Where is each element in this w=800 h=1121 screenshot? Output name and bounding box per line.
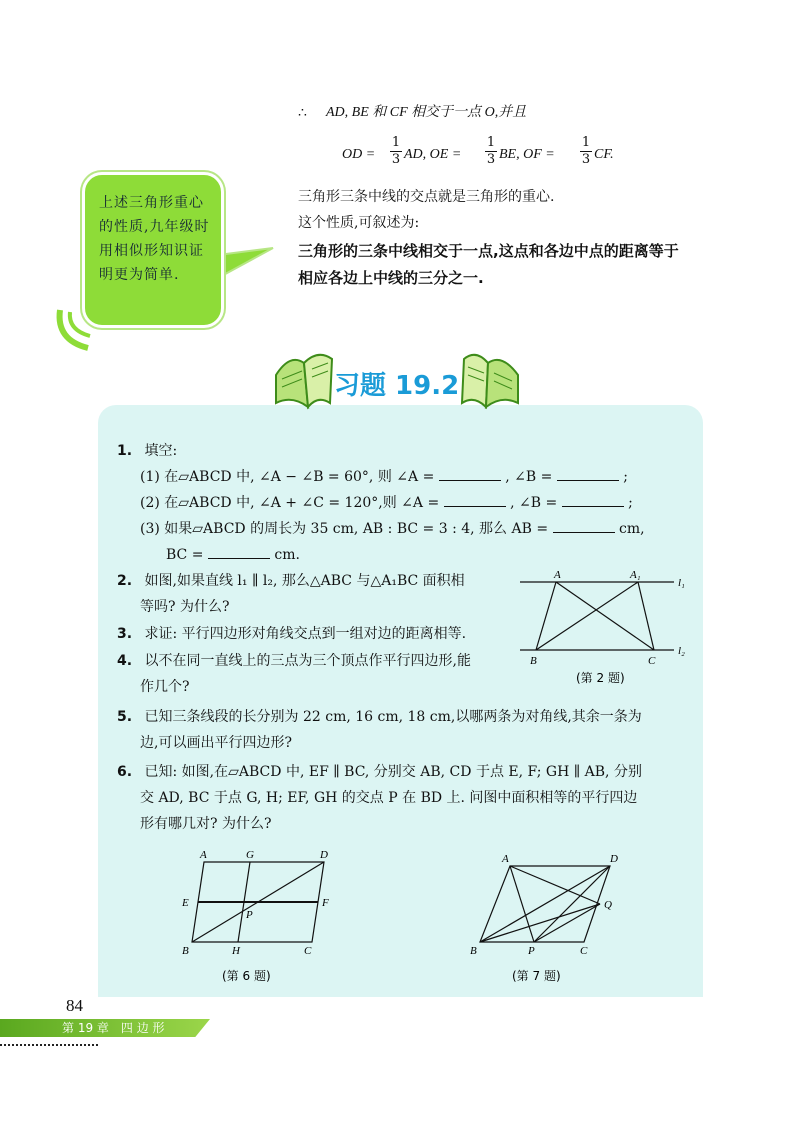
exercise-6-line3: 形有哪几对? 为什么? [140,816,272,832]
open-book-icon-right [456,345,526,415]
section-title: 习题 19.2 [334,371,460,401]
fig7-caption: (第 7 题) [512,969,561,983]
note-bubble [82,172,224,328]
fig2-label-a1: A₁ [630,569,641,581]
blank-bc[interactable] [208,544,270,559]
eq-part-of: BE, OF = [499,147,555,162]
page-number: 84 [66,996,83,1015]
eq-part-oe: AD, OE = [404,147,462,162]
exercise-5-line2: 边,可以画出平行四边形? [140,735,292,751]
exercise-1 [117,441,177,461]
exercise-1-part-3-bc: BC = [166,547,204,563]
fig6-label-p: P [246,909,253,921]
bubble-tail [218,248,273,278]
segment-a1c [638,582,654,650]
fraction-2-den: 3 [486,152,496,167]
exercise-1-part-3-end2: cm. [274,547,300,563]
exercise-1-part-2 [140,492,633,513]
exercise-4-line1: 以不在同一直线上的三点为三个顶点作平行四边形,能 [144,653,471,669]
fig2-label-a: A [554,569,561,581]
exercise-1-part-2-end: ; [628,495,633,511]
segment-ac [556,582,654,650]
segment-ap [510,866,534,942]
exercise-6-line2: 交 AD, BC 于点 G, H; EF, GH 的交点 P 在 BD 上. 问图中面积相等的平行四边 [140,790,638,806]
fig7-label-a: A [502,853,509,865]
exercise-6-number: 6. [117,764,133,780]
fig6-label-b: B [182,945,189,957]
blank-angle-b-2[interactable] [562,492,624,507]
exercise-1-part-3-end: cm, [619,521,645,537]
exercise-1-part-1-prompt: (1) 在▱ABCD 中, ∠A − ∠B = 60°, 则 ∠A = [140,469,435,485]
exercise-1-part-3-line2 [166,544,300,565]
fig2-label-l1: l₁ [678,577,685,589]
figure-6 [172,846,352,990]
fraction-1-den: 3 [391,152,401,167]
figure-7 [464,846,644,990]
fig2-label-c: C [648,655,656,667]
segment-a1b [536,582,638,650]
fig7-label-q: Q [604,899,612,911]
fraction-2-num: 1 [486,135,496,150]
fig6-label-a: A [200,849,207,861]
fig6-label-e: E [182,897,189,909]
centroid-definition: 三角形三条中线的交点就是三角形的重心. [298,189,555,205]
exercise-6-line1: 已知: 如图,在▱ABCD 中, EF ∥ BC, 分别交 AB, CD 于点 E, F; GH ∥ AB, 分别 [144,764,642,780]
exercise-2-number: 2. [117,573,133,589]
chapter-label: 第 19 章 四 边 形 [62,1021,165,1035]
fraction-3-den: 3 [581,152,591,167]
property-statement-line1: 三角形的三条中线相交于一点,这点和各边中点的距离等于 [298,242,679,260]
blank-ab[interactable] [553,518,615,533]
exercise-4 [117,651,471,671]
fig2-caption: (第 2 题) [576,671,625,685]
segment-ab [536,582,556,650]
fraction-1-num: 1 [391,135,401,150]
blank-angle-b-1[interactable] [557,466,619,481]
intersection-statement: AD, BE 和 CF 相交于一点 O,并且 [326,105,527,120]
therefore-symbol: ∴ [298,105,307,121]
exercise-1-part-2-mid: , ∠B = [510,495,558,511]
fig6-caption: (第 6 题) [222,969,271,983]
exercise-1-text: 填空: [144,443,178,459]
fig7-label-d: D [610,853,618,865]
exercise-4-number: 4. [117,653,133,669]
property-intro: 这个性质,可叙述为: [298,215,420,231]
exercise-3-number: 3. [117,626,133,642]
exercise-1-part-2-prompt: (2) 在▱ABCD 中, ∠A + ∠C = 120°,则 ∠A = [140,495,440,511]
exercise-2 [117,571,465,591]
fraction-1 [390,135,402,168]
exercise-6 [117,762,642,782]
exercise-1-part-3 [140,518,645,539]
exercise-1-part-1-end: ; [623,469,628,485]
eq-part-cf: CF. [594,147,614,162]
fig6-label-c: C [304,945,312,957]
eq-part-od: OD = [342,147,376,162]
fraction-2 [485,135,497,168]
exercise-5-line1: 已知三条线段的长分别为 22 cm, 16 cm, 18 cm,以哪两条为对角线,其余一条为 [144,709,642,725]
exercise-1-part-1-mid: , ∠B = [505,469,553,485]
exercise-5-number: 5. [117,709,133,725]
exercise-4-line2: 作几个? [140,679,190,695]
fig7-label-p: P [528,945,535,957]
fig6-label-h: H [232,945,240,957]
exercise-2-line1: 如图,如果直线 l₁ ∥ l₂, 那么△ABC 与△A₁BC 面积相 [144,573,465,589]
fraction-3 [580,135,592,168]
exercise-1-part-3-prompt: (3) 如果▱ABCD 的周长为 35 cm, AB : BC = 3 : 4, 那么 AB = [140,521,549,537]
note-bubble-text: 上述三角形重心的性质,九年级时用相似形知识证明更为简单. [99,195,210,283]
figure-2 [514,566,700,686]
property-statement-line2: 相应各边上中线的三分之一. [298,269,484,287]
open-book-icon-left [268,345,338,415]
exercise-1-number: 1. [117,443,133,459]
exercise-1-part-1 [140,466,628,487]
exercise-3 [117,624,466,644]
fig2-label-b: B [530,655,537,667]
fig7-label-b: B [470,945,477,957]
blank-angle-a-2[interactable] [444,492,506,507]
fig7-label-c: C [580,945,588,957]
fig2-label-l2: l₂ [678,645,685,657]
fig6-label-g: G [246,849,254,861]
blank-angle-a-1[interactable] [439,466,501,481]
exercise-3-line1: 求证: 平行四边形对角线交点到一组对边的距离相等. [144,626,467,642]
fig6-label-f: F [322,897,329,909]
footer-dotted-rule [0,1044,98,1046]
fig6-label-d: D [320,849,328,861]
exercise-5 [117,707,642,727]
fraction-3-num: 1 [581,135,591,150]
exercise-2-line2: 等吗? 为什么? [140,599,230,615]
